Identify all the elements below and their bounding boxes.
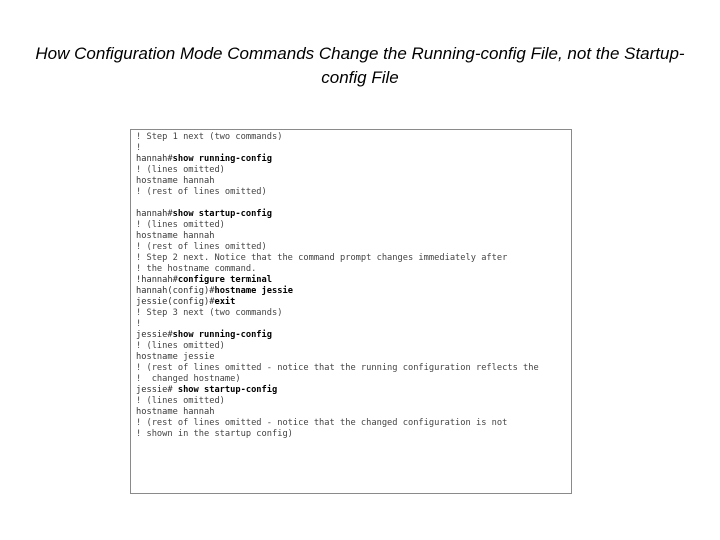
cli-comment-line — [136, 319, 571, 330]
cli-command-line — [136, 297, 571, 308]
cli-comment-line — [136, 220, 571, 231]
cli-text: ! Step 1 next (two commands) — [136, 132, 283, 142]
cli-command-line — [136, 154, 571, 165]
cli-command-line — [136, 209, 571, 220]
cli-comment-line — [136, 253, 571, 264]
cli-prompt: jessie# — [136, 385, 178, 395]
cli-text: ! (lines omitted) — [136, 396, 225, 406]
cli-command-line — [136, 275, 571, 286]
cli-command: hostname jessie — [214, 286, 293, 296]
cli-command-line — [136, 330, 571, 341]
cli-text: ! (rest of lines omitted) — [136, 242, 267, 252]
cli-command: show running-config — [172, 330, 273, 340]
cli-output-line — [136, 176, 571, 187]
cli-comment-line — [136, 187, 571, 198]
cli-comment-line — [136, 396, 571, 407]
cli-text: ! (rest of lines omitted) — [136, 187, 267, 197]
cli-output-line — [136, 231, 571, 242]
cli-comment-line — [136, 341, 571, 352]
cli-prompt: !hannah# — [136, 275, 178, 285]
slide-title: How Configuration Mode Commands Change the Running-config File, not the Startup-config File — [35, 44, 685, 87]
cli-text: ! Step 3 next (two commands) — [136, 308, 283, 318]
cli-comment-line — [136, 165, 571, 176]
cli-command: exit — [214, 297, 236, 307]
cli-prompt: hannah# — [136, 154, 173, 164]
cli-command: configure terminal — [177, 275, 272, 285]
cli-output-box — [130, 129, 572, 494]
cli-text: ! — [136, 143, 142, 153]
cli-command: show startup-config — [177, 385, 278, 395]
cli-prompt: jessie(config)# — [136, 297, 215, 307]
cli-command-line — [136, 286, 571, 297]
cli-command-line — [136, 385, 571, 396]
cli-output-line — [136, 352, 571, 363]
cli-text: ! changed hostname) — [136, 374, 241, 384]
cli-output-line — [136, 407, 571, 418]
cli-comment-line — [136, 429, 571, 440]
cli-prompt: hannah(config)# — [136, 286, 215, 296]
cli-text: ! (lines omitted) — [136, 165, 225, 175]
cli-text: ! (lines omitted) — [136, 341, 225, 351]
cli-text: hostname hannah — [136, 176, 215, 186]
cli-blank-line — [136, 198, 571, 209]
cli-text: ! — [136, 319, 142, 329]
cli-comment-line — [136, 132, 571, 143]
cli-text: ! Step 2 next. Notice that the command prompt changes immediately after — [136, 253, 508, 263]
cli-line-list — [136, 132, 571, 440]
cli-command: show startup-config — [172, 209, 273, 219]
cli-comment-line — [136, 308, 571, 319]
cli-comment-line — [136, 418, 571, 429]
cli-text: ! (rest of lines omitted - notice that the running configuration reflects the — [136, 363, 539, 373]
cli-comment-line — [136, 363, 571, 374]
cli-text: hostname jessie — [136, 352, 215, 362]
cli-text: hostname hannah — [136, 407, 215, 417]
cli-text: hostname hannah — [136, 231, 215, 241]
cli-prompt: jessie# — [136, 330, 173, 340]
cli-text: ! (rest of lines omitted - notice that the changed configuration is not — [136, 418, 508, 428]
cli-comment-line — [136, 374, 571, 385]
cli-comment-line — [136, 242, 571, 253]
cli-command: show running-config — [172, 154, 273, 164]
cli-prompt: hannah# — [136, 209, 173, 219]
cli-text: ! shown in the startup config) — [136, 429, 293, 439]
cli-comment-line — [136, 264, 571, 275]
cli-text: ! (lines omitted) — [136, 220, 225, 230]
cli-comment-line — [136, 143, 571, 154]
cli-text: ! the hostname command. — [136, 264, 257, 274]
